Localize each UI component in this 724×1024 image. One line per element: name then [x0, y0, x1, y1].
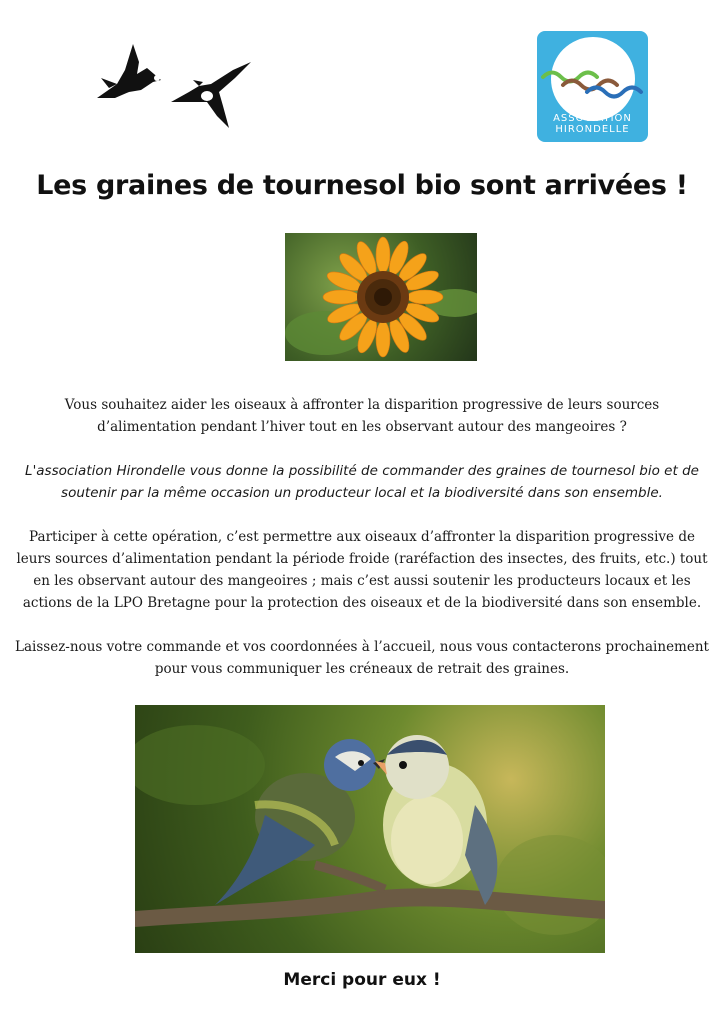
swallows-icon [95, 40, 255, 132]
association-logo [537, 31, 648, 142]
logo-text-line1: ASSOCIATION [553, 113, 632, 124]
paragraph-association: L'association Hirondelle vous donne la possibilité de commander des graines de tournesol bio et de soutenir par la même occasion un producteur local et la biodiversité dans son ensemble. [25, 463, 699, 501]
blue-tits-photo [135, 705, 605, 953]
sunflower-image [285, 233, 477, 361]
logo-text-line2: HIRONDELLE [555, 124, 630, 135]
paragraph-order: Laissez-nous votre commande et vos coordonnées à l’accueil, nous vous contacterons prochainement pour vous communiquer les créneaux de retrait des graines. [15, 639, 709, 677]
closing-text: Merci pour eux ! [283, 970, 441, 990]
paragraph-intro: Vous souhaitez aider les oiseaux à affronter la disparition progressive de leurs sources d’alimentation pendant l’hiver tout en les observant autour des mangeoires ? [64, 397, 660, 435]
paragraph-operation: Participer à cette opération, c’est permettre aux oiseaux d’affronter la disparition progressive de leurs sources d’alimentation pendant la période froide (raréfaction des insectes, des fruits, etc.) tout en les observant autour des mangeoires ; mais c’est aussi soutenir les producteurs locaux et les actions de la LPO Bretagne pour la protection des oiseaux et de la biodiversité dans son ensemble. [16, 529, 708, 611]
page-title: Les graines de tournesol bio sont arrivées ! [36, 170, 688, 201]
body-text [14, 394, 710, 702]
